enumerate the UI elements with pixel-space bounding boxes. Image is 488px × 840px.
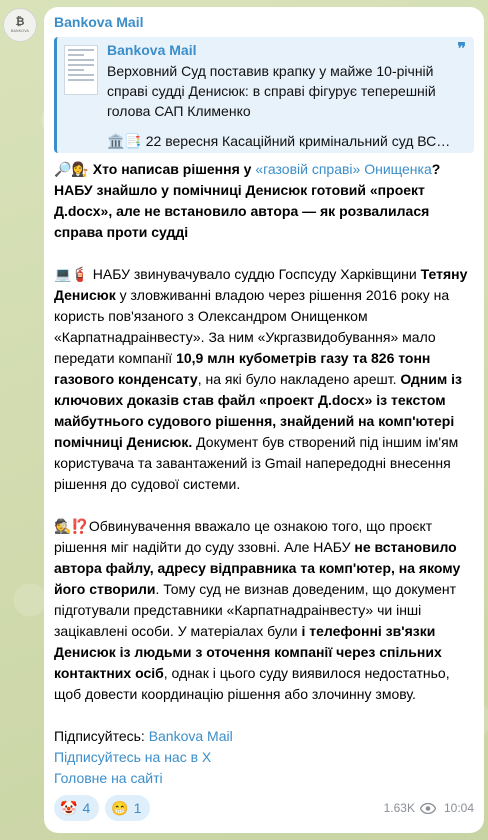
forwarded-title: Bankova Mail	[107, 42, 197, 58]
reaction-clown[interactable]	[54, 795, 99, 821]
paragraph-3: 🕵️⁉️Обвинувачення вважало це ознакою того, що проєкт рішення міг надійти до суду ззовні. Але НАБУ не встановило автора файлу, адресу відправника та комп'ютер, на якому його створили. Тому суд не визнав доведеним, що документ підготували представники «Карпатнадраінвесту» чи інші зацікавлені особи. У матеріалах були і телефонні зв'язки Денисюк із людьми з оточення компанії через спільних контактних осіб, однак і цього суду виявилося недостатньо, щоб довести координацію рішення або злочинну змову.	[54, 518, 461, 702]
forwarded-preview[interactable]	[54, 37, 474, 153]
emoji: 💻🧯	[54, 266, 93, 282]
grin-emoji-icon: 😁	[111, 799, 129, 816]
emoji: 🔎👩‍⚖️	[54, 161, 93, 177]
avatar-label: BANKOVA	[10, 29, 30, 33]
eye-icon	[420, 803, 436, 814]
subscribe-line: Підписуйтесь: Bankova Mail	[54, 728, 233, 744]
reaction-grin[interactable]	[105, 795, 150, 821]
message-text	[54, 159, 474, 705]
reaction-count: 1	[133, 800, 142, 816]
forwarded-text: Верховний Суд поставив крапку у майже 10-річній справі судді Денисюк: в справі фігурує теперешній голова САП Клименко	[107, 63, 436, 119]
subscribe-link[interactable]: Bankova Mail	[148, 728, 233, 744]
hashtag-link[interactable]: «газовій справі» Онищенка	[255, 161, 432, 177]
document-thumbnail	[64, 45, 98, 95]
reaction-count: 4	[82, 800, 91, 816]
message-meta	[384, 801, 474, 815]
emoji: 🕵️⁉️	[54, 518, 89, 534]
avatar-logo-icon: ₿	[15, 16, 25, 28]
clown-emoji-icon: 🤡	[60, 799, 78, 816]
channel-avatar[interactable]	[3, 8, 37, 42]
sender-name[interactable]: Bankova Mail	[54, 14, 144, 30]
site-link[interactable]: Головне на сайті	[54, 770, 163, 786]
message-footer	[54, 795, 474, 821]
x-link[interactable]: Підписуйтесь на нас в X	[54, 749, 212, 765]
paragraph-2: 💻🧯 НАБУ звинувачувало суддю Госпсуду Харківщини Тетяну Денисюк у зловживанні владою через рішення 2016 року на користь пов'язаного з Олександром Онищенком «Карпатнадраінвесту». За ним «Укргазвидобування» мало передати компанії 10,9 млн кубометрів газу та 826 тонн газового конденсату, на які було накладено арешт. Одним із ключових доказів став файл «проект Д.docx» із текстом майбутнього судового рішення, знайдений на комп'ютері помічниці Денисюк. Документ був створений під іншим ім'ям користувача та завантажений із Gmail напередодні внесення рішення до судової системи.	[54, 266, 468, 492]
quote-icon: ❞	[457, 39, 466, 58]
footer-links	[54, 726, 474, 789]
message-bubble	[44, 7, 484, 833]
forwarded-snippet: 🏛️📑 22 вересня Касаційний кримінальний суд ВС…	[107, 133, 451, 149]
paragraph-1: 🔎👩‍⚖️ Хто написав рішення у «газовій справі» Онищенка? НАБУ знайшло у помічниці Денисюк готовий «проект Д.docx», але не встановило автора — як розвалилася справа проти судді	[54, 161, 441, 240]
view-count: 1.63K	[383, 801, 415, 815]
message-time: 10:04	[443, 801, 474, 815]
